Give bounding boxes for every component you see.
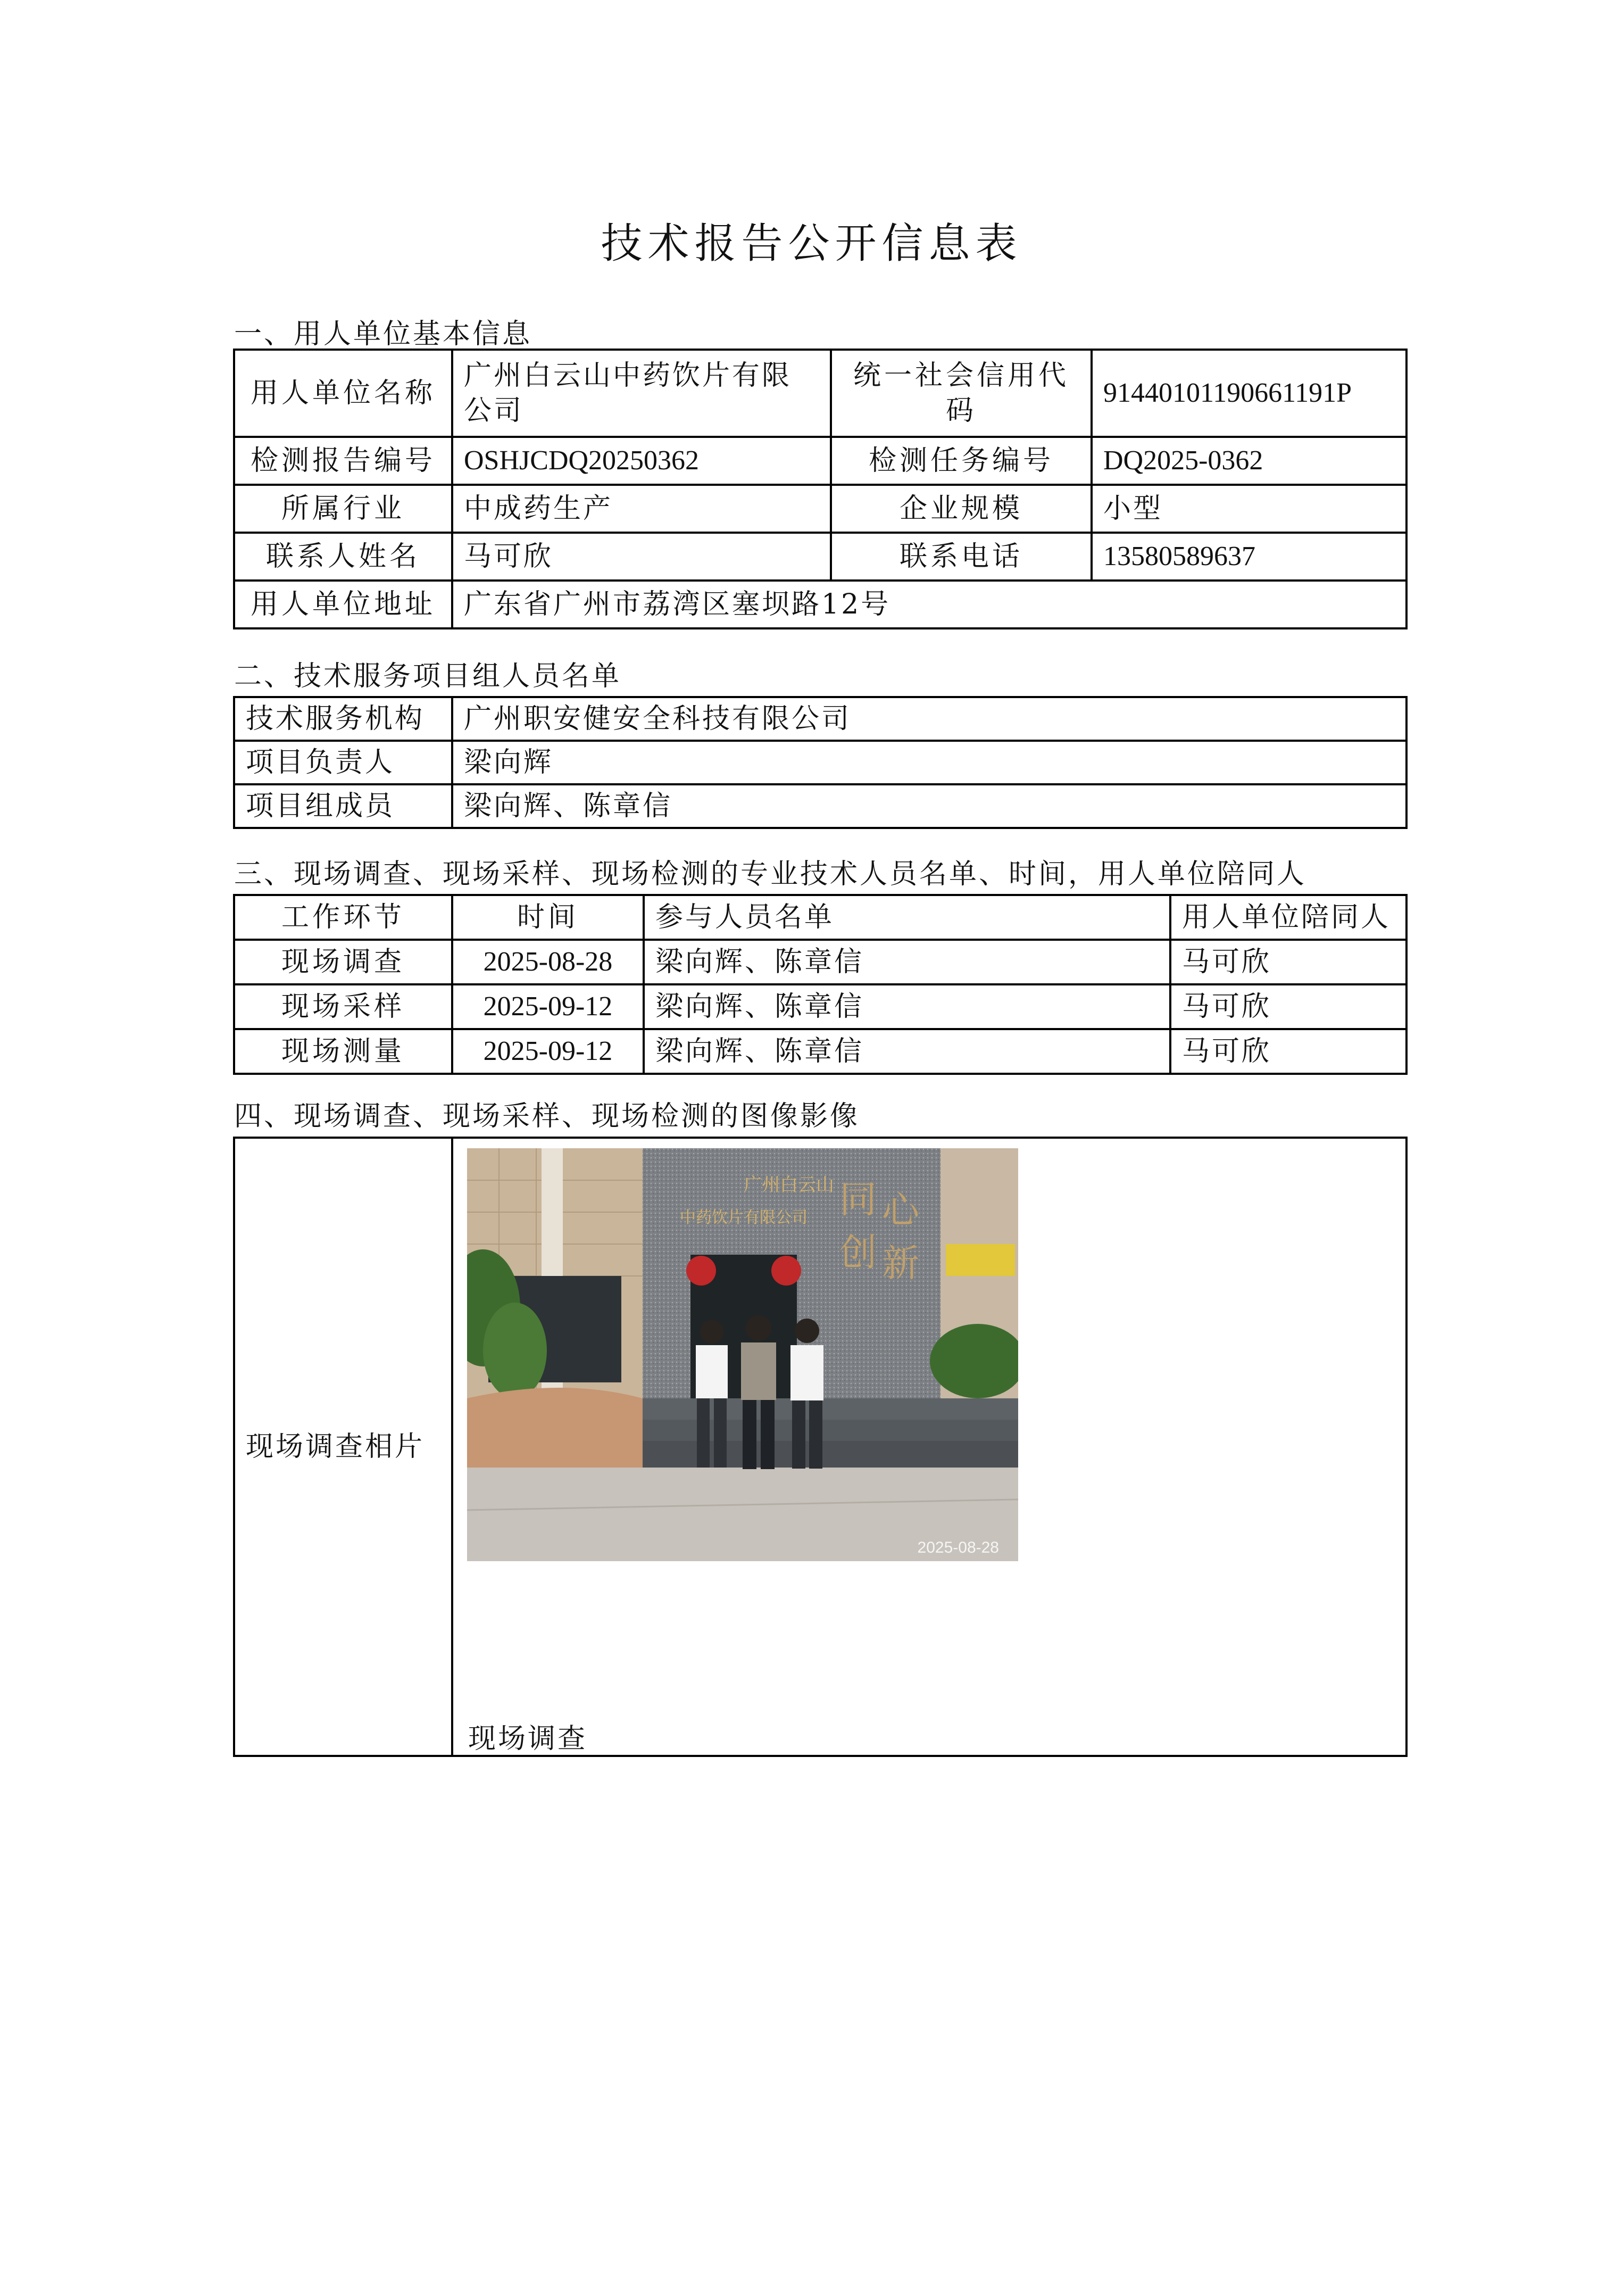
document-title: 技术报告公开信息表 bbox=[601, 220, 1022, 268]
cell-escort: 马可欣 bbox=[1170, 1029, 1406, 1074]
section2-row bbox=[234, 697, 1406, 741]
section1-heading: 一、用人单位基本信息 bbox=[234, 318, 532, 350]
label-company-name: 用人单位名称 bbox=[234, 350, 452, 437]
section1-row bbox=[234, 485, 1406, 533]
cell-participants: 梁向辉、陈章信 bbox=[644, 940, 1170, 984]
section1-row bbox=[234, 437, 1406, 485]
svg-text:同: 同 bbox=[839, 1178, 877, 1221]
section3-row bbox=[234, 940, 1406, 984]
label-industry: 所属行业 bbox=[234, 485, 452, 533]
cell-participants: 梁向辉、陈章信 bbox=[644, 984, 1170, 1029]
cell-date: 2025-08-28 bbox=[452, 940, 644, 984]
section1-row bbox=[234, 350, 1406, 437]
sign-line-2: 中药饮片有限公司 bbox=[680, 1208, 808, 1227]
section1-table bbox=[233, 349, 1408, 629]
cell-stage: 现场调查 bbox=[234, 940, 452, 984]
label-task-number: 检测任务编号 bbox=[831, 437, 1092, 485]
label-credit-code: 统一社会信用代码 bbox=[831, 350, 1092, 437]
label-contact-name: 联系人姓名 bbox=[234, 533, 452, 581]
section1-row bbox=[234, 533, 1406, 581]
label-company-size: 企业规模 bbox=[831, 485, 1092, 533]
section2-table bbox=[233, 696, 1408, 829]
value-service-org: 广州职安健安全科技有限公司 bbox=[452, 697, 1406, 741]
section3-header-row bbox=[234, 895, 1406, 940]
cell-escort: 马可欣 bbox=[1170, 940, 1406, 984]
site-survey-photo bbox=[467, 1148, 1018, 1561]
section3-table bbox=[233, 894, 1408, 1075]
label-survey-photo: 现场调查相片 bbox=[234, 1138, 452, 1756]
cell-date: 2025-09-12 bbox=[452, 984, 644, 1029]
value-company-size: 小型 bbox=[1092, 485, 1406, 533]
photo-timestamp: 2025-08-28 bbox=[917, 1539, 999, 1556]
svg-text:新: 新 bbox=[882, 1241, 919, 1285]
value-contact-name: 马可欣 bbox=[452, 533, 831, 581]
label-contact-phone: 联系电话 bbox=[831, 533, 1092, 581]
value-company-address: 广东省广州市荔湾区塞坝路12号 bbox=[452, 581, 1406, 628]
svg-text:创: 创 bbox=[839, 1231, 877, 1274]
section2-row bbox=[234, 784, 1406, 828]
header-escort: 用人单位陪同人 bbox=[1170, 895, 1406, 940]
value-project-members: 梁向辉、陈章信 bbox=[452, 784, 1406, 828]
section2-heading: 二、技术服务项目组人员名单 bbox=[234, 660, 622, 692]
section4-heading: 四、现场调查、现场采样、现场检测的图像影像 bbox=[234, 1100, 860, 1132]
label-project-leader: 项目负责人 bbox=[234, 741, 452, 784]
header-time: 时间 bbox=[452, 895, 644, 940]
cell-date: 2025-09-12 bbox=[452, 1029, 644, 1074]
section2-row bbox=[234, 741, 1406, 784]
label-service-org: 技术服务机构 bbox=[234, 697, 452, 741]
sign-line-1: 广州白云山 bbox=[744, 1174, 834, 1196]
cell-stage: 现场采样 bbox=[234, 984, 452, 1029]
section3-row bbox=[234, 984, 1406, 1029]
value-project-leader: 梁向辉 bbox=[452, 741, 1406, 784]
photo-caption: 现场调查 bbox=[468, 1723, 588, 1755]
cell-participants: 梁向辉、陈章信 bbox=[644, 1029, 1170, 1074]
section1-row bbox=[234, 581, 1406, 628]
value-company-name: 广州白云山中药饮片有限公司 bbox=[452, 350, 831, 437]
label-report-number: 检测报告编号 bbox=[234, 437, 452, 485]
header-work-stage: 工作环节 bbox=[234, 895, 452, 940]
header-participants: 参与人员名单 bbox=[644, 895, 1170, 940]
section3-heading: 三、现场调查、现场采样、现场检测的专业技术人员名单、时间，用人单位陪同人 bbox=[234, 858, 1307, 890]
label-project-members: 项目组成员 bbox=[234, 784, 452, 828]
svg-text:心: 心 bbox=[882, 1188, 919, 1232]
cell-escort: 马可欣 bbox=[1170, 984, 1406, 1029]
value-report-number: OSHJCDQ20250362 bbox=[452, 437, 831, 485]
label-company-address: 用人单位地址 bbox=[234, 581, 452, 628]
value-contact-phone: 13580589637 bbox=[1092, 533, 1406, 581]
value-industry: 中成药生产 bbox=[452, 485, 831, 533]
cell-stage: 现场测量 bbox=[234, 1029, 452, 1074]
value-task-number: DQ2025-0362 bbox=[1092, 437, 1406, 485]
value-credit-code: 91440101190661191P bbox=[1092, 350, 1406, 437]
section3-row bbox=[234, 1029, 1406, 1074]
